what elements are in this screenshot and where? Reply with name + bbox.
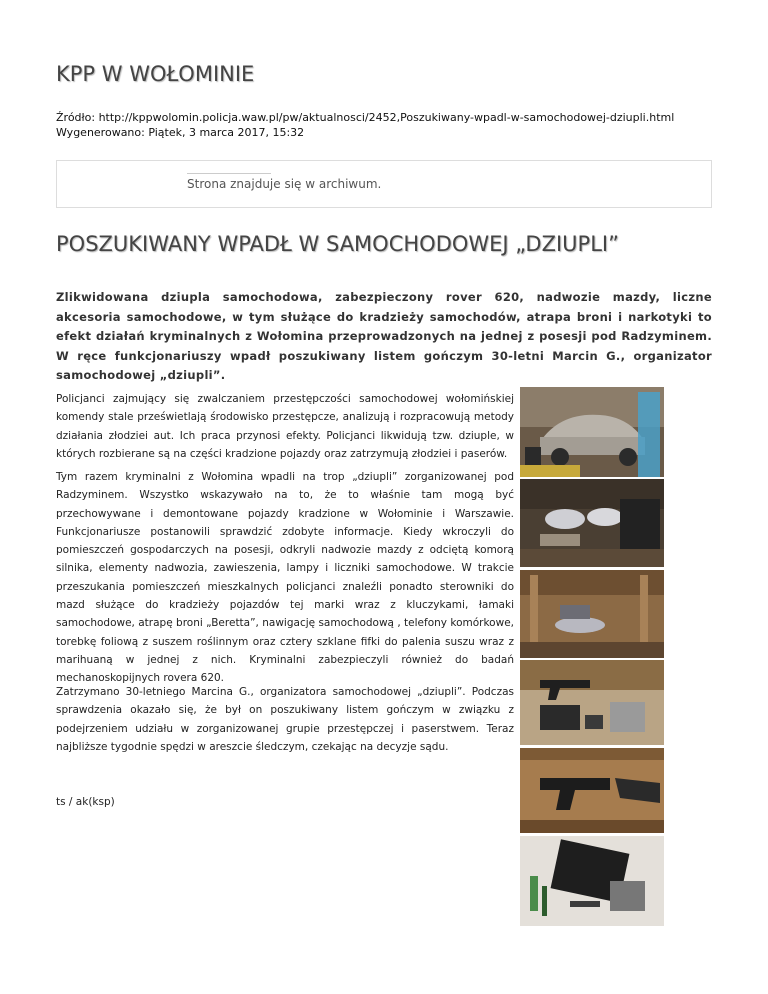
- article-paragraph-2: Tym razem kryminalni z Wołomina wpadli na trop „dziupli” zorganizowanej pod Radzyminem. Wszystko wskazywało na to, że to właśnie tam mogą być przechowywane i demontowane pojazdy kradzione w Wołominie i Warszawie. Funkcjonariusze postanowili sprawdzić zdobyte informacje. Kiedy wkroczyli do pomieszczeń gospodarczych na posesji, odkryli nadwozie mazdy z odciętą komorą silnika, elementy nadwozia, zawieszenia, lampy i liczniki samochodowe. W trakcie przeszukania pomieszczeń mieszkalnych policjanci znaleźli ponadto sterowniki do mazd służące do kradzieży pojazdów tej marki wraz z kluczykami, łamaki samochodowe, atrapę broni „Beretta”, nawigację samochodową , telefony komórkowe, torebkę foliową z suszem roślinnym oraz cztery szklane fifki do palenia suszu wraz z marihuaną w jednej z nich. Kryminalni zabezpieczyli również do badań mechanoskopijnych rovera 620.: [56, 471, 514, 685]
- article-paragraph-1: Policjanci zajmujący się zwalczaniem przestępczości samochodowej wołomińskiej komendy stale prześwietlają środowisko przestępcze, analizują i rozpracowują metody działania złodziei aut. Ich praca przynosi efekty. Policjanci likwidują tzw. dziuple, w których rozbierane są na części kradzione pojazdy oraz zatrzymują złodziei i paserów.: [56, 393, 514, 460]
- photo-garage-interior[interactable]: [520, 570, 664, 658]
- photo-car-parts[interactable]: [520, 479, 664, 567]
- photo-weapon-replica[interactable]: [520, 660, 664, 745]
- divider: [187, 173, 271, 174]
- photo-car-body[interactable]: [520, 387, 664, 477]
- article-signature: ts / ak(ksp): [56, 796, 115, 808]
- archive-notice: [56, 160, 712, 208]
- generated-date: Wygenerowano: Piątek, 3 marca 2017, 15:32: [56, 126, 305, 139]
- photo-pistol[interactable]: [520, 748, 664, 833]
- article-lead: Zlikwidowana dziupla samochodowa, zabezpieczony rover 620, nadwozie mazdy, liczne akcesoria samochodowe, w tym służące do kradzieży samochodów, atrapa broni i narkotyki to efekt działań kryminalnych z Wołomina przeprowadzonych na jednej z posesji pod Radzyminem. W ręce funkcjonariuszy wpadł poszukiwany listem gończym 30-letni Marcin G., organizator samochodowej „dziupli”.: [56, 290, 712, 382]
- source-url[interactable]: Źródło: http://kppwolomin.policja.waw.pl/pw/aktualnosci/2452,Poszukiwany-wpadl-w-samochodowej-dziupli.html: [56, 111, 675, 124]
- document-meta: [56, 110, 674, 140]
- article-title: POSZUKIWANY WPADŁ W SAMOCHODOWEJ „DZIUPLI”: [56, 232, 619, 256]
- photo-seized-items[interactable]: [520, 836, 664, 926]
- article-paragraph-3: Zatrzymano 30-letniego Marcina G., organizatora samochodowej „dziupli”. Podczas sprawdzenia okazało się, że był on poszukiwany listem gończym w związku z podejrzeniem udziału w zorganizowanej grupie przestępczej i paserstwem. Teraz najbliższe tygodnie spędzi w areszcie śledczym, czekając na decyzje sądu.: [56, 686, 514, 753]
- archive-note: Strona znajduje się w archiwum.: [187, 177, 382, 191]
- site-title: KPP W WOŁOMINIE: [56, 62, 255, 86]
